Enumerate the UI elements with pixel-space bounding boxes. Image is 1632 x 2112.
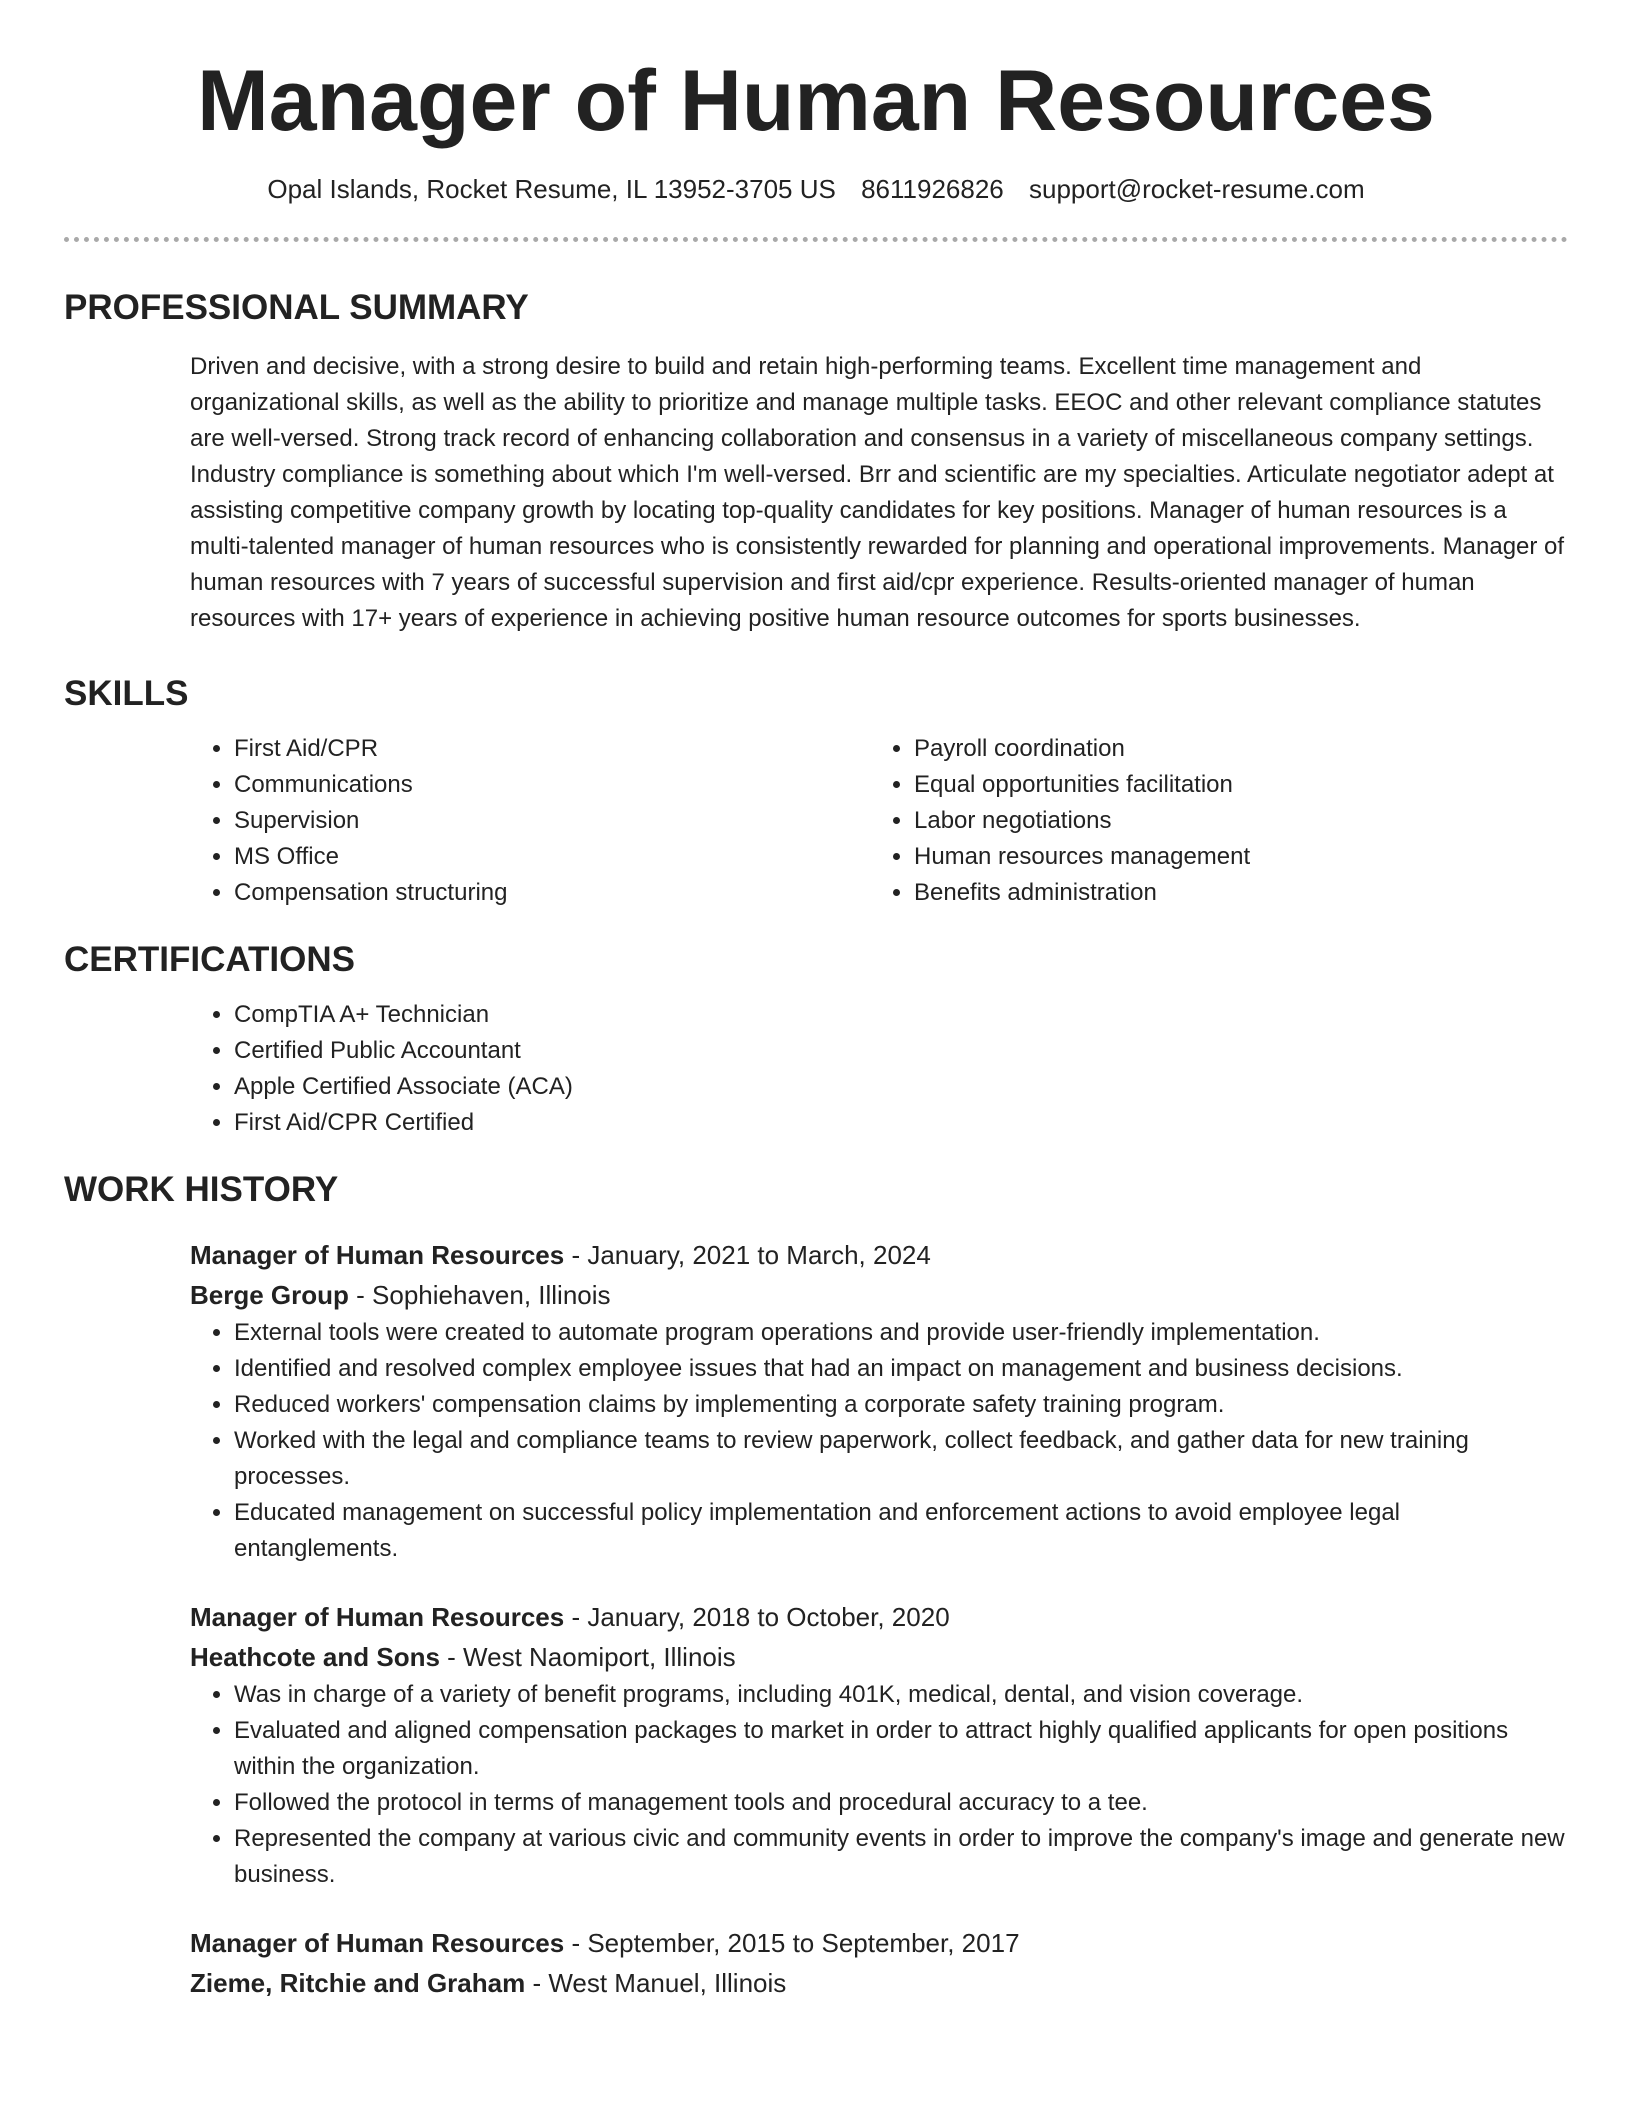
resume-header xyxy=(0,0,1632,207)
certification-item: • CompTIA A+ Technician xyxy=(234,997,1568,1033)
job-title: Manager of Human Resources xyxy=(190,1239,565,1270)
skill-item: • Payroll coordination xyxy=(914,731,1550,767)
certification-item: • Certified Public Accountant xyxy=(234,1033,1568,1069)
skill-item: • Equal opportunities facilitation xyxy=(914,767,1550,803)
job-entry xyxy=(190,1235,1568,1567)
contact-phone: 8611926826 xyxy=(861,173,1004,204)
job-bullet: • Educated management on successful policy implementation and enforcement actions to avoid employee legal entanglements. xyxy=(234,1495,1568,1567)
certifications-section xyxy=(64,939,1568,1141)
skill-item: • Labor negotiations xyxy=(914,803,1550,839)
job-bullet: • Was in charge of a variety of benefit programs, including 401K, medical, dental, and vision coverage. xyxy=(234,1677,1568,1713)
certification-item: • Apple Certified Associate (ACA) xyxy=(234,1069,1568,1105)
job-bullet: • Worked with the legal and compliance teams to review paperwork, collect feedback, and gather data for new training processes. xyxy=(234,1423,1568,1495)
skill-item: • Human resources management xyxy=(914,839,1550,875)
job-title-line xyxy=(190,1235,1568,1275)
skills-column-left xyxy=(190,731,870,911)
job-company: Berge Group xyxy=(190,1279,349,1310)
job-bullet: • Represented the company at various civic and community events in order to improve the company's image and generate new business. xyxy=(234,1821,1568,1893)
job-dates: - January, 2018 to October, 2020 xyxy=(564,1601,950,1632)
summary-section xyxy=(64,287,1568,637)
summary-heading: PROFESSIONAL SUMMARY xyxy=(64,287,529,327)
skill-item: • Communications xyxy=(234,767,870,803)
job-bullet: • Reduced workers' compensation claims by implementing a corporate safety training program. xyxy=(234,1387,1568,1423)
skill-item: • Compensation structuring xyxy=(234,875,870,911)
skill-item: • MS Office xyxy=(234,839,870,875)
summary-text: Driven and decisive, with a strong desire to build and retain high-performing teams. Excellent time management and organizational skills, as well as the ability to prioritize and manage multiple tasks. EEOC and other relevant compliance statutes are well-versed. Strong track record of enhancing collaboration and consensus in a variety of miscellaneous company settings. Industry compliance is something about which I'm well-versed. Brr and scientific are my specialties. Articulate negotiator adept at assisting competitive company growth by locating top-quality candidates for key positions. Manager of human resources is a multi-talented manager of human resources who is consistently rewarded for planning and operational improvements. Manager of human resources with 7 years of successful supervision and first aid/cpr experience. Results-oriented manager of human resources with 17+ years of experience in achieving positive human resource outcomes for sports businesses. xyxy=(190,352,1565,632)
job-title: Manager of Human Resources xyxy=(190,1601,565,1632)
job-bullet: • External tools were created to automate program operations and provide user-friendly implementation. xyxy=(234,1315,1568,1351)
candidate-name: Manager of Human Resources xyxy=(197,53,1435,149)
job-entry xyxy=(190,1597,1568,1893)
certification-item: • First Aid/CPR Certified xyxy=(234,1105,1568,1141)
header-divider xyxy=(64,237,1568,242)
contact-address: Opal Islands, Rocket Resume, IL 13952-3705 US xyxy=(267,173,836,204)
job-bullet: • Identified and resolved complex employee issues that had an impact on management and business decisions. xyxy=(234,1351,1568,1387)
skill-item: • First Aid/CPR xyxy=(234,731,870,767)
skills-section xyxy=(64,673,1568,911)
job-company-line xyxy=(190,1637,1568,1677)
job-entry xyxy=(190,1923,1568,2003)
job-company: Zieme, Ritchie and Graham xyxy=(190,1967,526,1998)
job-bullet: • Followed the protocol in terms of management tools and procedural accuracy to a tee. xyxy=(234,1785,1568,1821)
job-company: Heathcote and Sons xyxy=(190,1641,440,1672)
contact-line xyxy=(0,173,1632,207)
work-history-heading: WORK HISTORY xyxy=(64,1169,339,1209)
skills-column-right xyxy=(870,731,1550,911)
job-location: - Sophiehaven, Illinois xyxy=(348,1279,611,1310)
job-title-line xyxy=(190,1597,1568,1637)
skill-item: • Supervision xyxy=(234,803,870,839)
skill-item: • Benefits administration xyxy=(914,875,1550,911)
job-location: - West Naomiport, Illinois xyxy=(439,1641,736,1672)
job-location: - West Manuel, Illinois xyxy=(525,1967,787,1998)
job-company-line xyxy=(190,1963,1568,2003)
certifications-heading: CERTIFICATIONS xyxy=(64,939,356,979)
job-title-line xyxy=(190,1923,1568,1963)
work-history-section xyxy=(64,1169,1568,2003)
job-dates: - January, 2021 to March, 2024 xyxy=(564,1239,931,1270)
job-dates: - September, 2015 to September, 2017 xyxy=(564,1927,1020,1958)
job-title: Manager of Human Resources xyxy=(190,1927,565,1958)
skills-heading: SKILLS xyxy=(64,673,189,713)
contact-email: support@rocket-resume.com xyxy=(1028,173,1365,204)
job-company-line xyxy=(190,1275,1568,1315)
job-bullet: • Evaluated and aligned compensation packages to market in order to attract highly qualified applicants for open positions within the organization. xyxy=(234,1713,1568,1785)
